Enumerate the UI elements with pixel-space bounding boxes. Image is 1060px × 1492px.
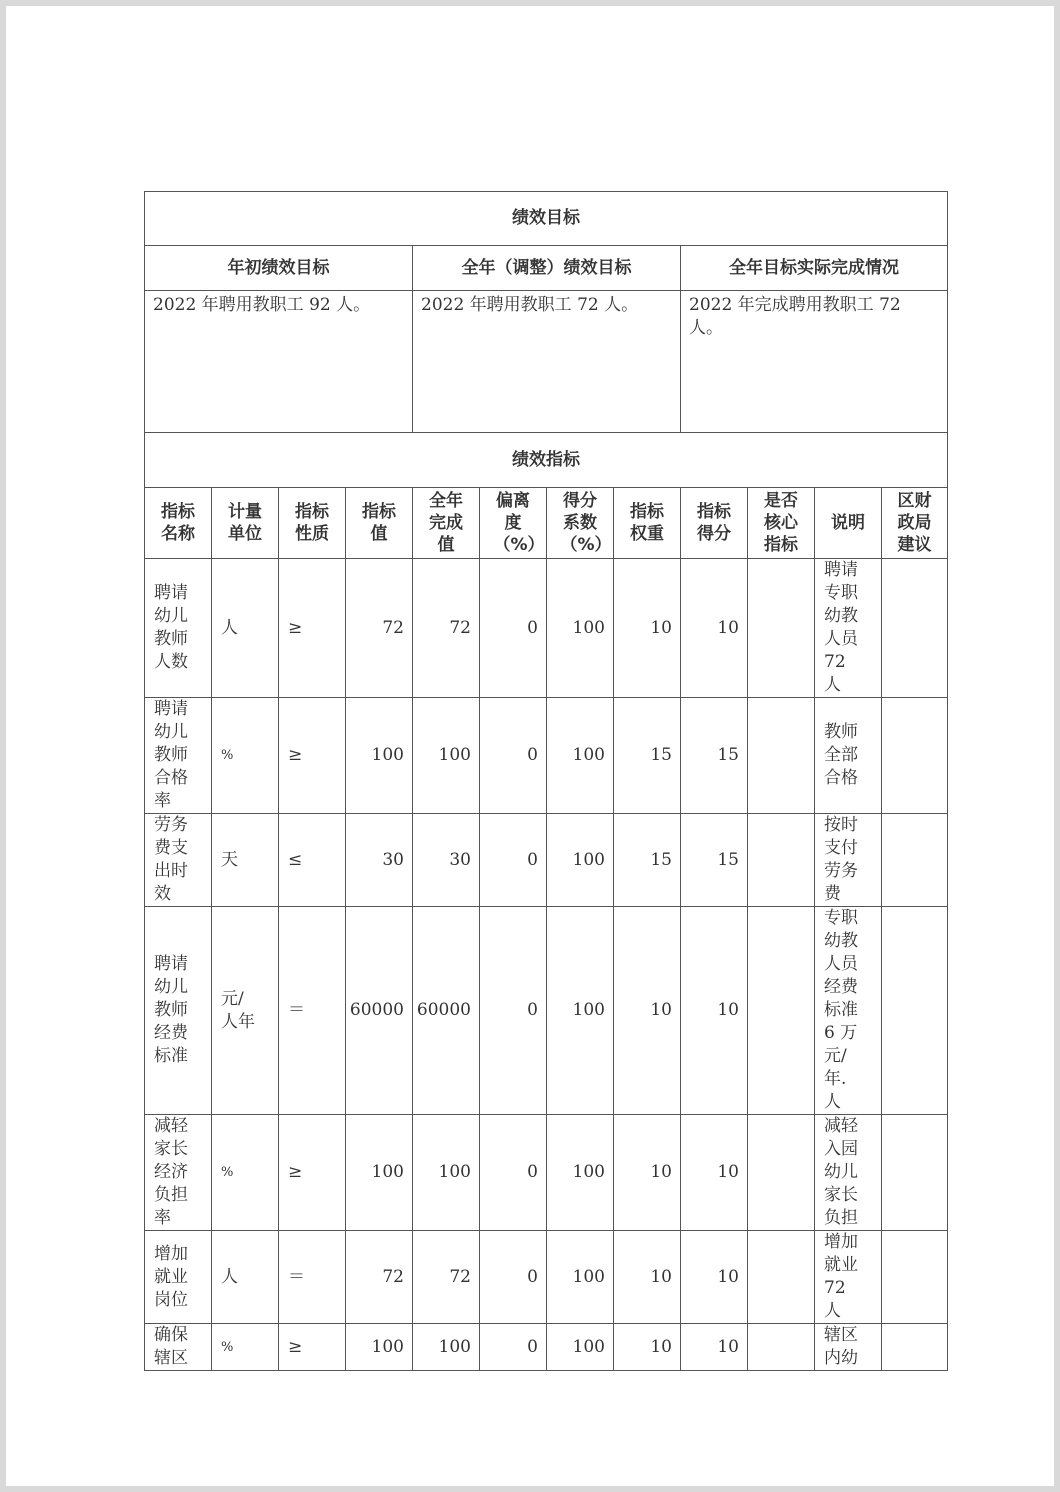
indicator-nature: ≥	[279, 698, 346, 814]
indicator-nature: ≤	[279, 814, 346, 907]
indicator-note: 辖区内幼	[815, 1324, 882, 1371]
goal-adjusted-value: 2022 年聘用教职工 72 人。	[413, 291, 681, 433]
indicator-advice	[882, 907, 948, 1115]
indicator-advice	[882, 814, 948, 907]
indicator-deviation: 0	[480, 1324, 547, 1371]
indicator-advice	[882, 698, 948, 814]
indicator-target: 30	[346, 814, 413, 907]
indicator-row	[145, 1115, 948, 1231]
indicator-coefficient: 100	[547, 698, 614, 814]
indicator-nature: ≥	[279, 1115, 346, 1231]
indicator-row	[145, 814, 948, 907]
indicator-name: 增加就业岗位	[145, 1231, 212, 1324]
indicator-coefficient: 100	[547, 559, 614, 698]
indicator-deviation: 0	[480, 559, 547, 698]
indicator-note: 减轻入园幼儿家长负担	[815, 1115, 882, 1231]
indicator-advice	[882, 1115, 948, 1231]
indicator-name: 聘请幼儿教师人数	[145, 559, 212, 698]
indicator-coefficient: 100	[547, 1324, 614, 1371]
indicator-score: 10	[681, 559, 748, 698]
goal-initial-value: 2022 年聘用教职工 92 人。	[145, 291, 413, 433]
col-header-nature: 指标性质	[279, 488, 346, 559]
indicator-core	[748, 698, 815, 814]
indicator-row	[145, 1231, 948, 1324]
indicator-weight: 10	[614, 907, 681, 1115]
indicator-note: 聘请专职幼教人员 72 人	[815, 559, 882, 698]
indicator-coefficient: 100	[547, 1231, 614, 1324]
indicator-coefficient: 100	[547, 1115, 614, 1231]
indicator-deviation: 0	[480, 814, 547, 907]
indicators-section-title: 绩效指标	[145, 433, 948, 488]
indicator-advice	[882, 559, 948, 698]
indicator-unit: 人	[212, 1231, 279, 1324]
indicator-advice	[882, 1231, 948, 1324]
indicator-name: 聘请幼儿教师合格率	[145, 698, 212, 814]
indicator-note: 专职幼教人员经费标准 6 万元/年.人	[815, 907, 882, 1115]
goals-section-title: 绩效目标	[145, 192, 948, 246]
performance-table	[144, 191, 948, 1371]
indicator-deviation: 0	[480, 698, 547, 814]
col-header-unit: 计量单位	[212, 488, 279, 559]
indicator-core	[748, 1115, 815, 1231]
indicator-unit: 人	[212, 559, 279, 698]
indicator-coefficient: 100	[547, 814, 614, 907]
indicator-row	[145, 907, 948, 1115]
goal-header-adjusted: 全年（调整）绩效目标	[413, 246, 681, 291]
indicator-weight: 10	[614, 559, 681, 698]
indicator-score: 10	[681, 1324, 748, 1371]
indicator-core	[748, 814, 815, 907]
indicator-actual: 72	[413, 559, 480, 698]
col-header-weight: 指标权重	[614, 488, 681, 559]
indicator-deviation: 0	[480, 1231, 547, 1324]
indicator-actual: 100	[413, 1115, 480, 1231]
indicator-unit: %	[212, 1115, 279, 1231]
indicator-actual: 100	[413, 698, 480, 814]
indicator-note: 增加就业 72 人	[815, 1231, 882, 1324]
document-page	[6, 6, 1054, 1486]
col-header-actual: 全年完成值	[413, 488, 480, 559]
col-header-deviation: 偏离度（%）	[480, 488, 547, 559]
col-header-note: 说明	[815, 488, 882, 559]
indicator-weight: 10	[614, 1324, 681, 1371]
indicator-name: 减轻家长经济负担率	[145, 1115, 212, 1231]
indicator-header-row	[145, 488, 948, 559]
indicator-unit: %	[212, 1324, 279, 1371]
indicator-target: 100	[346, 1324, 413, 1371]
col-header-target: 指标值	[346, 488, 413, 559]
indicator-name: 劳务费支出时效	[145, 814, 212, 907]
indicator-score: 10	[681, 1231, 748, 1324]
indicator-score: 10	[681, 907, 748, 1115]
goal-header-initial: 年初绩效目标	[145, 246, 413, 291]
indicator-name: 确保辖区	[145, 1324, 212, 1371]
indicator-core	[748, 1324, 815, 1371]
col-header-score: 指标得分	[681, 488, 748, 559]
indicator-score: 15	[681, 698, 748, 814]
indicator-nature: ＝	[279, 907, 346, 1115]
indicator-actual: 100	[413, 1324, 480, 1371]
indicator-row	[145, 1324, 948, 1371]
indicator-row	[145, 698, 948, 814]
indicator-deviation: 0	[480, 1115, 547, 1231]
indicator-target: 72	[346, 1231, 413, 1324]
indicator-weight: 10	[614, 1231, 681, 1324]
col-header-coefficient: 得分系数（%）	[547, 488, 614, 559]
indicator-core	[748, 559, 815, 698]
indicator-coefficient: 100	[547, 907, 614, 1115]
indicator-nature: ＝	[279, 1231, 346, 1324]
indicator-core	[748, 1231, 815, 1324]
indicator-weight: 15	[614, 698, 681, 814]
indicator-score: 15	[681, 814, 748, 907]
indicator-unit: %	[212, 698, 279, 814]
indicator-actual: 60000	[413, 907, 480, 1115]
indicator-nature: ≥	[279, 1324, 346, 1371]
goal-actual-value: 2022 年完成聘用教职工 72 人。	[681, 291, 948, 433]
indicator-unit: 元/人年	[212, 907, 279, 1115]
indicator-target: 100	[346, 1115, 413, 1231]
col-header-name: 指标名称	[145, 488, 212, 559]
col-header-core: 是否核心指标	[748, 488, 815, 559]
indicator-weight: 15	[614, 814, 681, 907]
goal-header-actual: 全年目标实际完成情况	[681, 246, 948, 291]
indicator-unit: 天	[212, 814, 279, 907]
indicator-core	[748, 907, 815, 1115]
indicator-weight: 10	[614, 1115, 681, 1231]
indicator-name: 聘请幼儿教师经费标准	[145, 907, 212, 1115]
col-header-advice: 区财政局建议	[882, 488, 948, 559]
indicator-row	[145, 559, 948, 698]
indicator-nature: ≥	[279, 559, 346, 698]
indicator-actual: 30	[413, 814, 480, 907]
indicator-note: 按时支付劳务费	[815, 814, 882, 907]
indicator-actual: 72	[413, 1231, 480, 1324]
indicator-score: 10	[681, 1115, 748, 1231]
indicator-target: 100	[346, 698, 413, 814]
indicator-advice	[882, 1324, 948, 1371]
indicator-deviation: 0	[480, 907, 547, 1115]
indicator-target: 72	[346, 559, 413, 698]
indicator-target: 60000	[346, 907, 413, 1115]
indicator-note: 教师全部合格	[815, 698, 882, 814]
